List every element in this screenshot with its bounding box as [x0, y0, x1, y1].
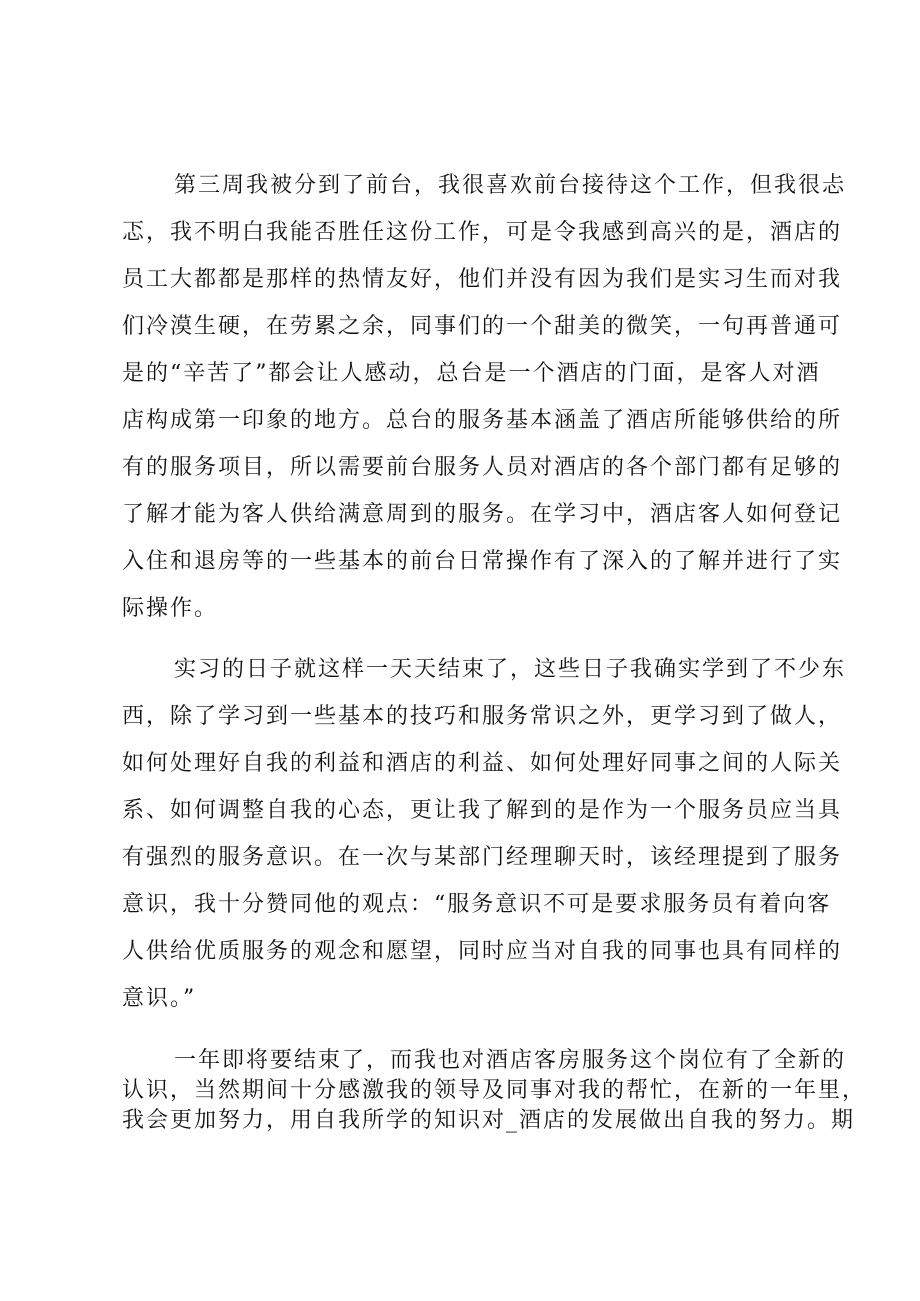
paragraph-line: 西，除了学习到一些基本的技巧和服务常识之外，更学习到了做人，: [122, 704, 843, 729]
paragraph-line: 忑，我不明白我能否胜任这份工作，可是令我感到高兴的是，酒店的: [122, 220, 843, 245]
paragraph-line: 入住和退房等的一些基本的前台日常操作有了深入的了解并进行了实: [122, 549, 843, 574]
paragraph-line: 际操作。: [122, 596, 219, 621]
paragraph-line: 员工大都都是那样的热情友好，他们并没有因为我们是实习生而对我: [122, 267, 843, 292]
paragraph-line: 实习的日子就这样一天天结束了，这些日子我确实学到了不少东: [174, 657, 847, 682]
paragraph-line: 店构成第一印象的地方。总台的服务基本涵盖了酒店所能够供给的所: [122, 408, 843, 433]
paragraph-line: 是的“辛苦了”都会让人感动，总台是一个酒店的门面，是客人对酒: [122, 361, 821, 386]
paragraph-line: 认识，当然期间十分感激我的领导及同事对我的帮忙，在新的一年里，: [122, 1078, 867, 1103]
paragraph-line: 我会更加努力，用自我所学的知识对_酒店的发展做出自我的努力。期: [122, 1108, 856, 1133]
paragraph-line: 人供给优质服务的观念和愿望，同时应当对自我的同事也具有同样的: [122, 939, 843, 964]
paragraph-line: 意识。”: [122, 986, 197, 1011]
paragraph-line: 系、如何调整自我的心态，更让我了解到的是作为一个服务员应当具: [122, 798, 843, 823]
paragraph-line: 如何处理好自我的利益和酒店的利益、如何处理好同事之间的人际关: [122, 751, 843, 776]
paragraph-line: 一年即将要结束了，而我也对酒店客房服务这个岗位有了全新的: [174, 1048, 847, 1073]
paragraph-line: 了解才能为客人供给满意周到的服务。在学习中，酒店客人如何登记: [122, 502, 843, 527]
paragraph-line: 第三周我被分到了前台，我很喜欢前台接待这个工作，但我很忐: [174, 173, 847, 198]
paragraph-line: 意识，我十分赞同他的观点：“服务意识不可是要求服务员有着向客: [122, 892, 832, 917]
paragraph-line: 有强烈的服务意识。在一次与某部门经理聊天时，该经理提到了服务: [122, 845, 843, 870]
paragraph-line: 们冷漠生硬，在劳累之余，同事们的一个甜美的微笑，一句再普通可: [122, 314, 843, 339]
paragraph-line: 有的服务项目，所以需要前台服务人员对酒店的各个部门都有足够的: [122, 455, 843, 480]
